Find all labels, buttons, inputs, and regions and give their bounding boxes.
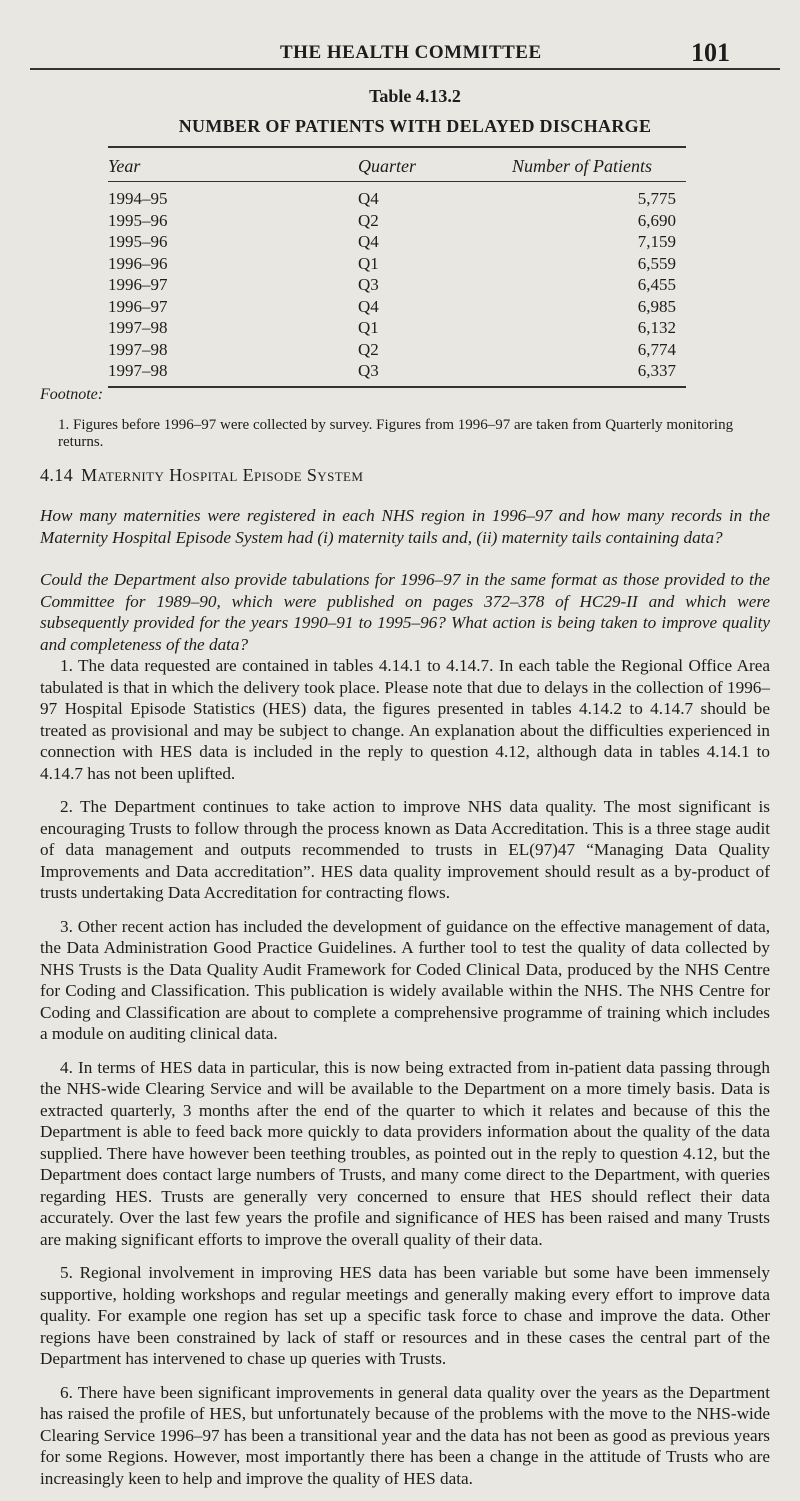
cell-year: 1997–98 bbox=[108, 339, 168, 359]
table-row bbox=[108, 360, 686, 382]
table-title: NUMBER OF PATIENTS WITH DELAYED DISCHARGE bbox=[178, 116, 652, 136]
table-row bbox=[108, 253, 686, 275]
table-top-rule bbox=[108, 146, 686, 148]
table-row bbox=[108, 317, 686, 339]
answer-paragraph-5: 5. Regional involvement in improving HES data has been variable but some have been immensely supportive, holding workshops and regular meetings and generally making every effort to improve data quality. For example one region has set up a specific task force to chase and improve the data. Other regions have been constrained by lack of staff or resources and in these cases the central part of the Department has intervened to chase up queries with Trusts. bbox=[40, 1263, 770, 1368]
cell-quarter: Q2 bbox=[358, 339, 379, 359]
page-header bbox=[0, 38, 800, 72]
running-title: THE HEALTH COMMITTEE bbox=[280, 42, 542, 63]
table-bottom-rule bbox=[108, 386, 686, 388]
cell-year: 1996–97 bbox=[108, 275, 168, 294]
cell-quarter: Q1 bbox=[358, 253, 379, 273]
column-header-year: Year bbox=[108, 156, 141, 176]
section-title: Maternity Hospital Episode System bbox=[81, 465, 364, 485]
footnote-text: 1. Figures before 1996–97 were collected by survey. Figures from 1996–97 are taken from Quarterly monitoring returns. bbox=[58, 417, 734, 450]
table-caption bbox=[0, 86, 800, 137]
cell-quarter: Q3 bbox=[358, 275, 379, 294]
section-number: 4.14 bbox=[40, 465, 74, 485]
section-heading bbox=[40, 465, 363, 486]
answer-paragraph-4: 4. In terms of HES data in particular, this is now being extracted from in-patient data passing through the NHS-wide Clearing Service and will be available to the Department on a more timely basis. Data is extracted quarterly, 3 months after the end of the quarter to which it relates and because of this the Department is able to feed back more quickly to data providers information about the quality of the data supplied. There have however been teething troubles, as pointed out in the reply to question 4.12, but the Department does contact large numbers of Trusts, and many come direct to the Department, with queries regarding HES. Trusts are generally very concerned to ensure that HES should reflect their data accurately. Over the last few years the profile and significance of HES has been raised and many Trusts are making significant efforts to improve the overall quality of their data. bbox=[40, 1057, 770, 1249]
table-row bbox=[108, 231, 686, 253]
table-row bbox=[108, 339, 686, 361]
cell-patients: 6,985 bbox=[637, 296, 676, 316]
cell-quarter: Q4 bbox=[358, 232, 379, 251]
cell-year: 1996–97 bbox=[108, 296, 168, 316]
table-header-row bbox=[108, 156, 686, 182]
cell-quarter: Q4 bbox=[358, 296, 379, 316]
column-header-patients: Number of Patients bbox=[512, 156, 652, 176]
cell-patients: 6,455 bbox=[637, 275, 676, 294]
cell-patients: 6,774 bbox=[637, 339, 676, 359]
table-row bbox=[108, 188, 686, 210]
cell-year: 1997–98 bbox=[108, 361, 168, 380]
cell-year: 1997–98 bbox=[108, 318, 168, 337]
cell-patients: 6,690 bbox=[637, 210, 676, 230]
cell-patients: 6,132 bbox=[637, 318, 676, 337]
cell-patients: 6,337 bbox=[637, 361, 676, 380]
footnote-label: Footnote: bbox=[40, 386, 104, 403]
cell-quarter: Q4 bbox=[358, 189, 379, 208]
cell-year: 1995–96 bbox=[108, 210, 168, 230]
question-1: How many maternities were registered in each NHS region in 1996–97 and how many records in the Maternity Hospital Episode System had (i) maternity tails and, (ii) maternity tails containing data? bbox=[40, 506, 770, 547]
column-header-quarter: Quarter bbox=[358, 156, 416, 176]
header-rule bbox=[30, 68, 780, 70]
answer-paragraph-1: 1. The data requested are contained in tables 4.14.1 to 4.14.7. In each table the Regional Office Area tabulated is that in which the delivery took place. Please note that due to delays in the collection of 1996–97 Hospital Episode Statistics (HES) data, the figures presented in tables 4.14.2 to 4.14.7 should be treated as provisional and may be subject to change. An explanation about the difficulties experienced in connection with HES data is included in the reply to question 4.12, although data in tables 4.14.1 to 4.14.7 has not been uplifted. bbox=[40, 656, 770, 783]
cell-quarter: Q2 bbox=[358, 210, 379, 230]
table-row bbox=[108, 210, 686, 232]
answer-paragraphs bbox=[40, 655, 770, 1501]
page-number: 101 bbox=[691, 38, 730, 67]
answer-paragraph-2: 2. The Department continues to take action to improve NHS data quality. The most significant is encouraging Trusts to follow through the process known as Data Accreditation. This is a three stage audit of data management and outputs recommended to trusts in EL(97)47 “Managing Data Quality Improvements and Data accreditation”. HES data quality improvement should result as a by-product of trusts undertaking Data Accreditation for contracting flows. bbox=[40, 797, 770, 902]
table-number: Table 4.13.2 bbox=[369, 86, 461, 106]
cell-quarter: Q1 bbox=[358, 318, 379, 337]
cell-year: 1996–96 bbox=[108, 253, 168, 273]
delayed-discharge-table bbox=[108, 146, 686, 388]
cell-patients: 5,775 bbox=[637, 189, 676, 208]
table-row bbox=[108, 296, 686, 318]
cell-year: 1994–95 bbox=[108, 189, 168, 208]
answer-paragraph-6: 6. There have been significant improvements in general data quality over the years as the Department has raised the profile of HES, but unfortunately because of the problems with the move to the NHS-wide Clearing Service 1996–97 has been a transitional year and the data has not been as good as previous years for some Regions. However, most importantly there has been a change in the attitude of Trusts who are increasingly keen to help and improve the quality of HES data. bbox=[40, 1382, 770, 1488]
answer-paragraph-3: 3. Other recent action has included the development of guidance on the effective management of data, the Data Administration Good Practice Guidelines. A further tool to test the quality of data collected by NHS Trusts is the Data Quality Audit Framework for Coded Clinical Data, produced by the NHS Centre for Coding and Classification. This publication is widely available within the NHS. The NHS Centre for Coding and Classification are about to complete a comprehensive programme of training which includes a module on auditing clinical data. bbox=[40, 916, 770, 1043]
cell-year: 1995–96 bbox=[108, 232, 168, 251]
question-2: Could the Department also provide tabulations for 1996–97 in the same format as those provided to the Committee for 1989–90, which were published on pages 372–378 of HC29-II and which were subsequently provided for the years 1990–91 to 1995–96? What action is being taken to improve quality and completeness of the data? bbox=[40, 570, 770, 654]
cell-quarter: Q3 bbox=[358, 361, 379, 380]
table-row bbox=[108, 274, 686, 296]
cell-patients: 6,559 bbox=[637, 253, 676, 273]
cell-patients: 7,159 bbox=[637, 232, 676, 251]
table-body bbox=[108, 182, 686, 382]
